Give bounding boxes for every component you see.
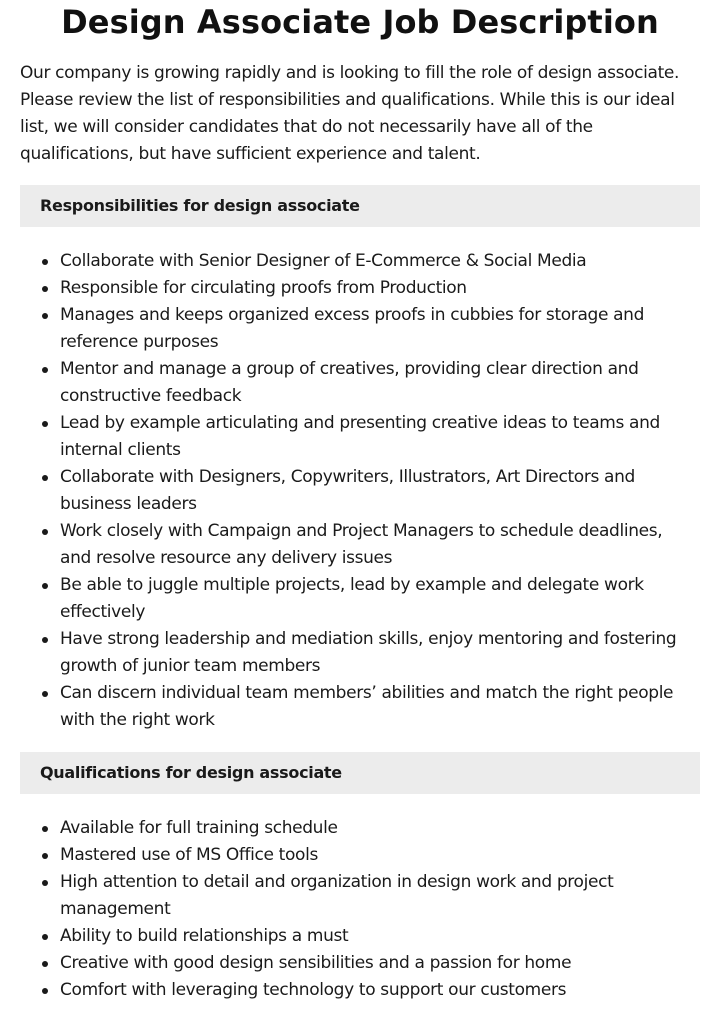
list-item: Be able to juggle multiple projects, lead by example and delegate work effectively [20, 572, 700, 626]
qualifications-list [20, 815, 700, 1004]
page-title: Design Associate Job Description [61, 3, 659, 41]
responsibilities-heading: Responsibilities for design associate [20, 185, 700, 227]
responsibilities-list [20, 248, 700, 734]
list-item: Available for full training schedule [20, 815, 700, 842]
list-item: Creative with good design sensibilities and a passion for home [20, 950, 700, 977]
list-item: Work closely with Campaign and Project Managers to schedule deadlines, and resolve resource any delivery issues [20, 518, 700, 572]
list-item: Mentor and manage a group of creatives, providing clear direction and constructive feedback [20, 356, 700, 410]
list-item: Collaborate with Designers, Copywriters, Illustrators, Art Directors and business leaders [20, 464, 700, 518]
list-item: Have strong leadership and mediation skills, enjoy mentoring and fostering growth of junior team members [20, 626, 700, 680]
list-item: Collaborate with Senior Designer of E-Commerce & Social Media [20, 248, 700, 275]
list-item: Ability to build relationships a must [20, 923, 700, 950]
list-item: Lead by example articulating and presenting creative ideas to teams and internal clients [20, 410, 700, 464]
qualifications-heading: Qualifications for design associate [20, 752, 700, 794]
list-item: Manages and keeps organized excess proofs in cubbies for storage and reference purposes [20, 302, 700, 356]
intro-paragraph: Our company is growing rapidly and is looking to fill the role of design associate. Please review the list of responsibilities and qualifications. While this is our ideal list, we will consider candidates that do not necessarily have all of the qualifications, but have sufficient experience and talent. [20, 63, 680, 164]
list-item: High attention to detail and organization in design work and project management [20, 869, 700, 923]
list-item: Comfort with leveraging technology to support our customers [20, 977, 700, 1004]
list-item: Mastered use of MS Office tools [20, 842, 700, 869]
list-item: Can discern individual team members’ abilities and match the right people with the right work [20, 680, 700, 734]
list-item: Responsible for circulating proofs from Production [20, 275, 700, 302]
